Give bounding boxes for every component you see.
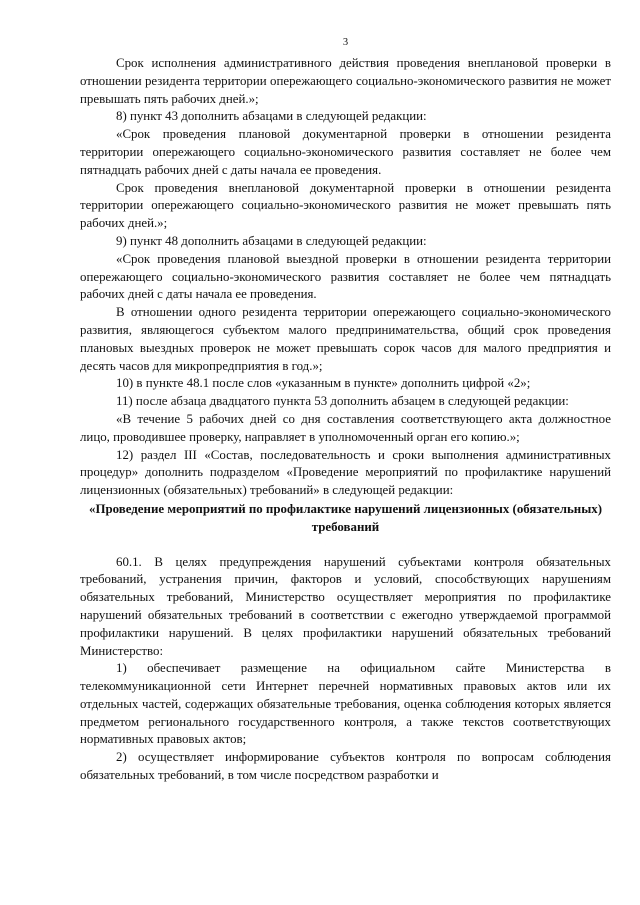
paragraph: 12) раздел III «Состав, последовательность и сроки выполнения административных процедур» дополнить подразделом «Проведение мероприятий по профилактике нарушений лицензионных (обязательных) требований» в следующей редакции:	[80, 447, 611, 498]
paragraph: 11) после абзаца двадцатого пункта 53 дополнить абзацем в следующей редакции:	[116, 394, 569, 409]
paragraph: 9) пункт 48 дополнить абзацами в следующей редакции:	[116, 233, 427, 248]
paragraph: 1) обеспечивает размещение на официальном сайте Министерства в телекоммуникационной сети Интернет перечней нормативных правовых актов или их отдельных частей, содержащих обязательные требования, оценка соблюдения которых является предметом регионального государственного контроля, а также текстов соответствующих нормативных правовых актов;	[80, 661, 611, 747]
paragraph: «Срок проведения плановой документарной проверки в отношении резидента территории опережающего социально-экономического развития составляет не более чем пятнадцать рабочих дней с даты начала ее проведения.	[80, 127, 611, 177]
paragraph: «В течение 5 рабочих дней со дня составления соответствующего акта должностное лицо, проводившее проверку, направляет в уполномоченный орган его копию.»;	[80, 411, 611, 444]
paragraph: 60.1. В целях предупреждения нарушений субъектами контроля обязательных требований, устранения причин, факторов и условий, способствующих нарушениям обязательных требований, Министерство осуществляет мероприятия по профилактике нарушений обязательных требований в соответствии с ежегодно утверждаемой программой профилактики нарушений. В целях профилактики нарушений обязательных требований Министерство:	[80, 554, 611, 658]
paragraph: 2) осуществляет информирование субъектов контроля по вопросам соблюдения обязательных требований, в том числе посредством разработки и	[80, 750, 611, 783]
spacer	[80, 537, 611, 554]
paragraph: 8) пункт 43 дополнить абзацами в следующей редакции:	[116, 109, 427, 124]
paragraph: «Срок проведения плановой выездной проверки в отношении резидента территории опережающего социально-экономического развития составляет не более чем пятнадцать рабочих дней с даты начала ее проведения.	[80, 251, 611, 302]
paragraph: Срок исполнения административного действия проведения внеплановой проверки в отношении резидента территории опережающего социально-экономического развития не может превышать пять рабочих дней.»;	[80, 56, 611, 106]
section-heading: «Проведение мероприятий по профилактике нарушений лицензионных (обязательных) требований	[89, 501, 602, 534]
page-number: 3	[342, 37, 349, 48]
paragraph: В отношении одного резидента территории опережающего социально-экономического развития, являющегося субъектом малого предпринимательства, общий срок проведения плановых выездных проверок не может превышать сорок часов для малого предприятия и десять часов для микропредприятия в год.»;	[80, 305, 611, 373]
paragraph: 10) в пункте 48.1 после слов «указанным в пункте» дополнить цифрой «2»;	[116, 376, 531, 391]
paragraph: Срок проведения внеплановой документарной проверки в отношении резидента территории опережающего социально-экономического развития не может превышать пять рабочих дней.»;	[80, 180, 611, 231]
